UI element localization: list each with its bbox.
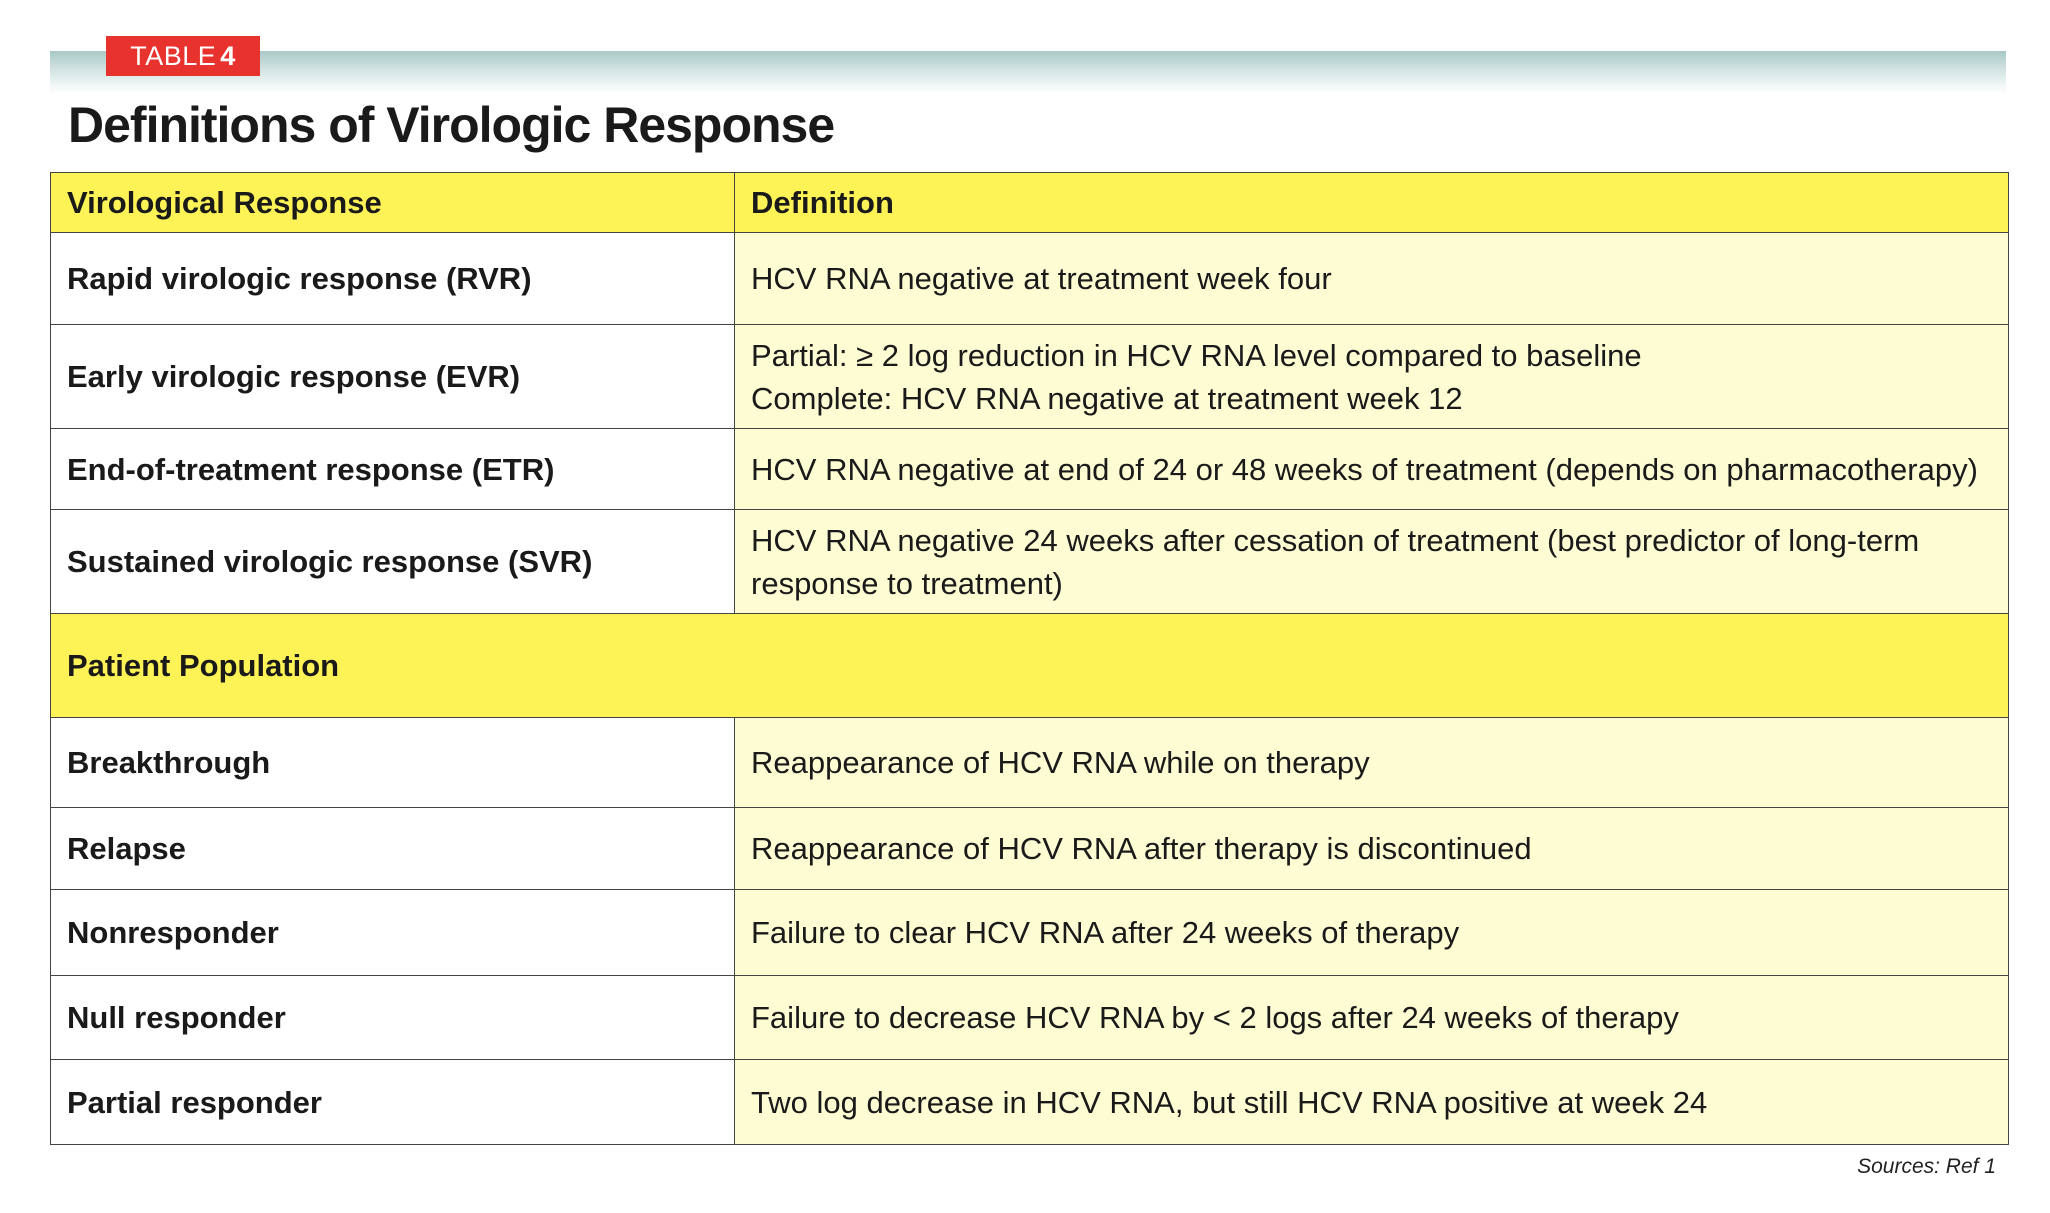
header-virological-response: Virological Response <box>51 173 735 233</box>
row-definition: Failure to clear HCV RNA after 24 weeks of therapy <box>735 890 2009 976</box>
table-row <box>51 976 2009 1060</box>
row-definition: HCV RNA negative at treatment week four <box>735 233 2009 325</box>
row-definition <box>735 325 2009 429</box>
table-row <box>51 429 2009 510</box>
header-definition: Definition <box>735 173 2009 233</box>
row-term: Partial responder <box>51 1060 735 1145</box>
table-row <box>51 1060 2009 1145</box>
definition-line: Complete: HCV RNA negative at treatment week 12 <box>751 380 1463 416</box>
table-number-tag <box>106 36 260 76</box>
top-gradient-band <box>50 51 2006 93</box>
row-definition: Reappearance of HCV RNA while on therapy <box>735 718 2009 808</box>
row-term: Nonresponder <box>51 890 735 976</box>
section-patient-population: Patient Population <box>51 614 2009 718</box>
definition-line: Partial: ≥ 2 log reduction in HCV RNA level compared to baseline <box>751 337 1642 373</box>
sources-note: Sources: Ref 1 <box>1857 1155 1996 1178</box>
definition-line: response to treatment) <box>751 565 1063 601</box>
row-term: End-of-treatment response (ETR) <box>51 429 735 510</box>
row-definition: Reappearance of HCV RNA after therapy is discontinued <box>735 808 2009 890</box>
row-term: Rapid virologic response (RVR) <box>51 233 735 325</box>
definition-line: HCV RNA negative 24 weeks after cessation of treatment (best predictor of long-term <box>751 522 1920 558</box>
row-definition: Failure to decrease HCV RNA by < 2 logs after 24 weeks of therapy <box>735 976 2009 1060</box>
table-title: Definitions of Virologic Response <box>68 97 835 153</box>
table-row <box>51 325 2009 429</box>
section-header-row <box>51 614 2009 718</box>
table-tag-label: TABLE <box>130 41 217 71</box>
row-term: Sustained virologic response (SVR) <box>51 510 735 614</box>
row-definition: Two log decrease in HCV RNA, but still HCV RNA positive at week 24 <box>735 1060 2009 1145</box>
table-tag-number: 4 <box>220 41 236 71</box>
row-definition: HCV RNA negative at end of 24 or 48 weeks of treatment (depends on pharmacotherapy) <box>735 429 2009 510</box>
row-term: Null responder <box>51 976 735 1060</box>
table-header-row <box>51 173 2009 233</box>
virologic-response-table <box>50 172 2009 1145</box>
table-row <box>51 718 2009 808</box>
row-definition <box>735 510 2009 614</box>
table-row <box>51 890 2009 976</box>
row-term: Breakthrough <box>51 718 735 808</box>
table-row <box>51 233 2009 325</box>
table-row <box>51 510 2009 614</box>
row-term: Early virologic response (EVR) <box>51 325 735 429</box>
row-term: Relapse <box>51 808 735 890</box>
table-row <box>51 808 2009 890</box>
